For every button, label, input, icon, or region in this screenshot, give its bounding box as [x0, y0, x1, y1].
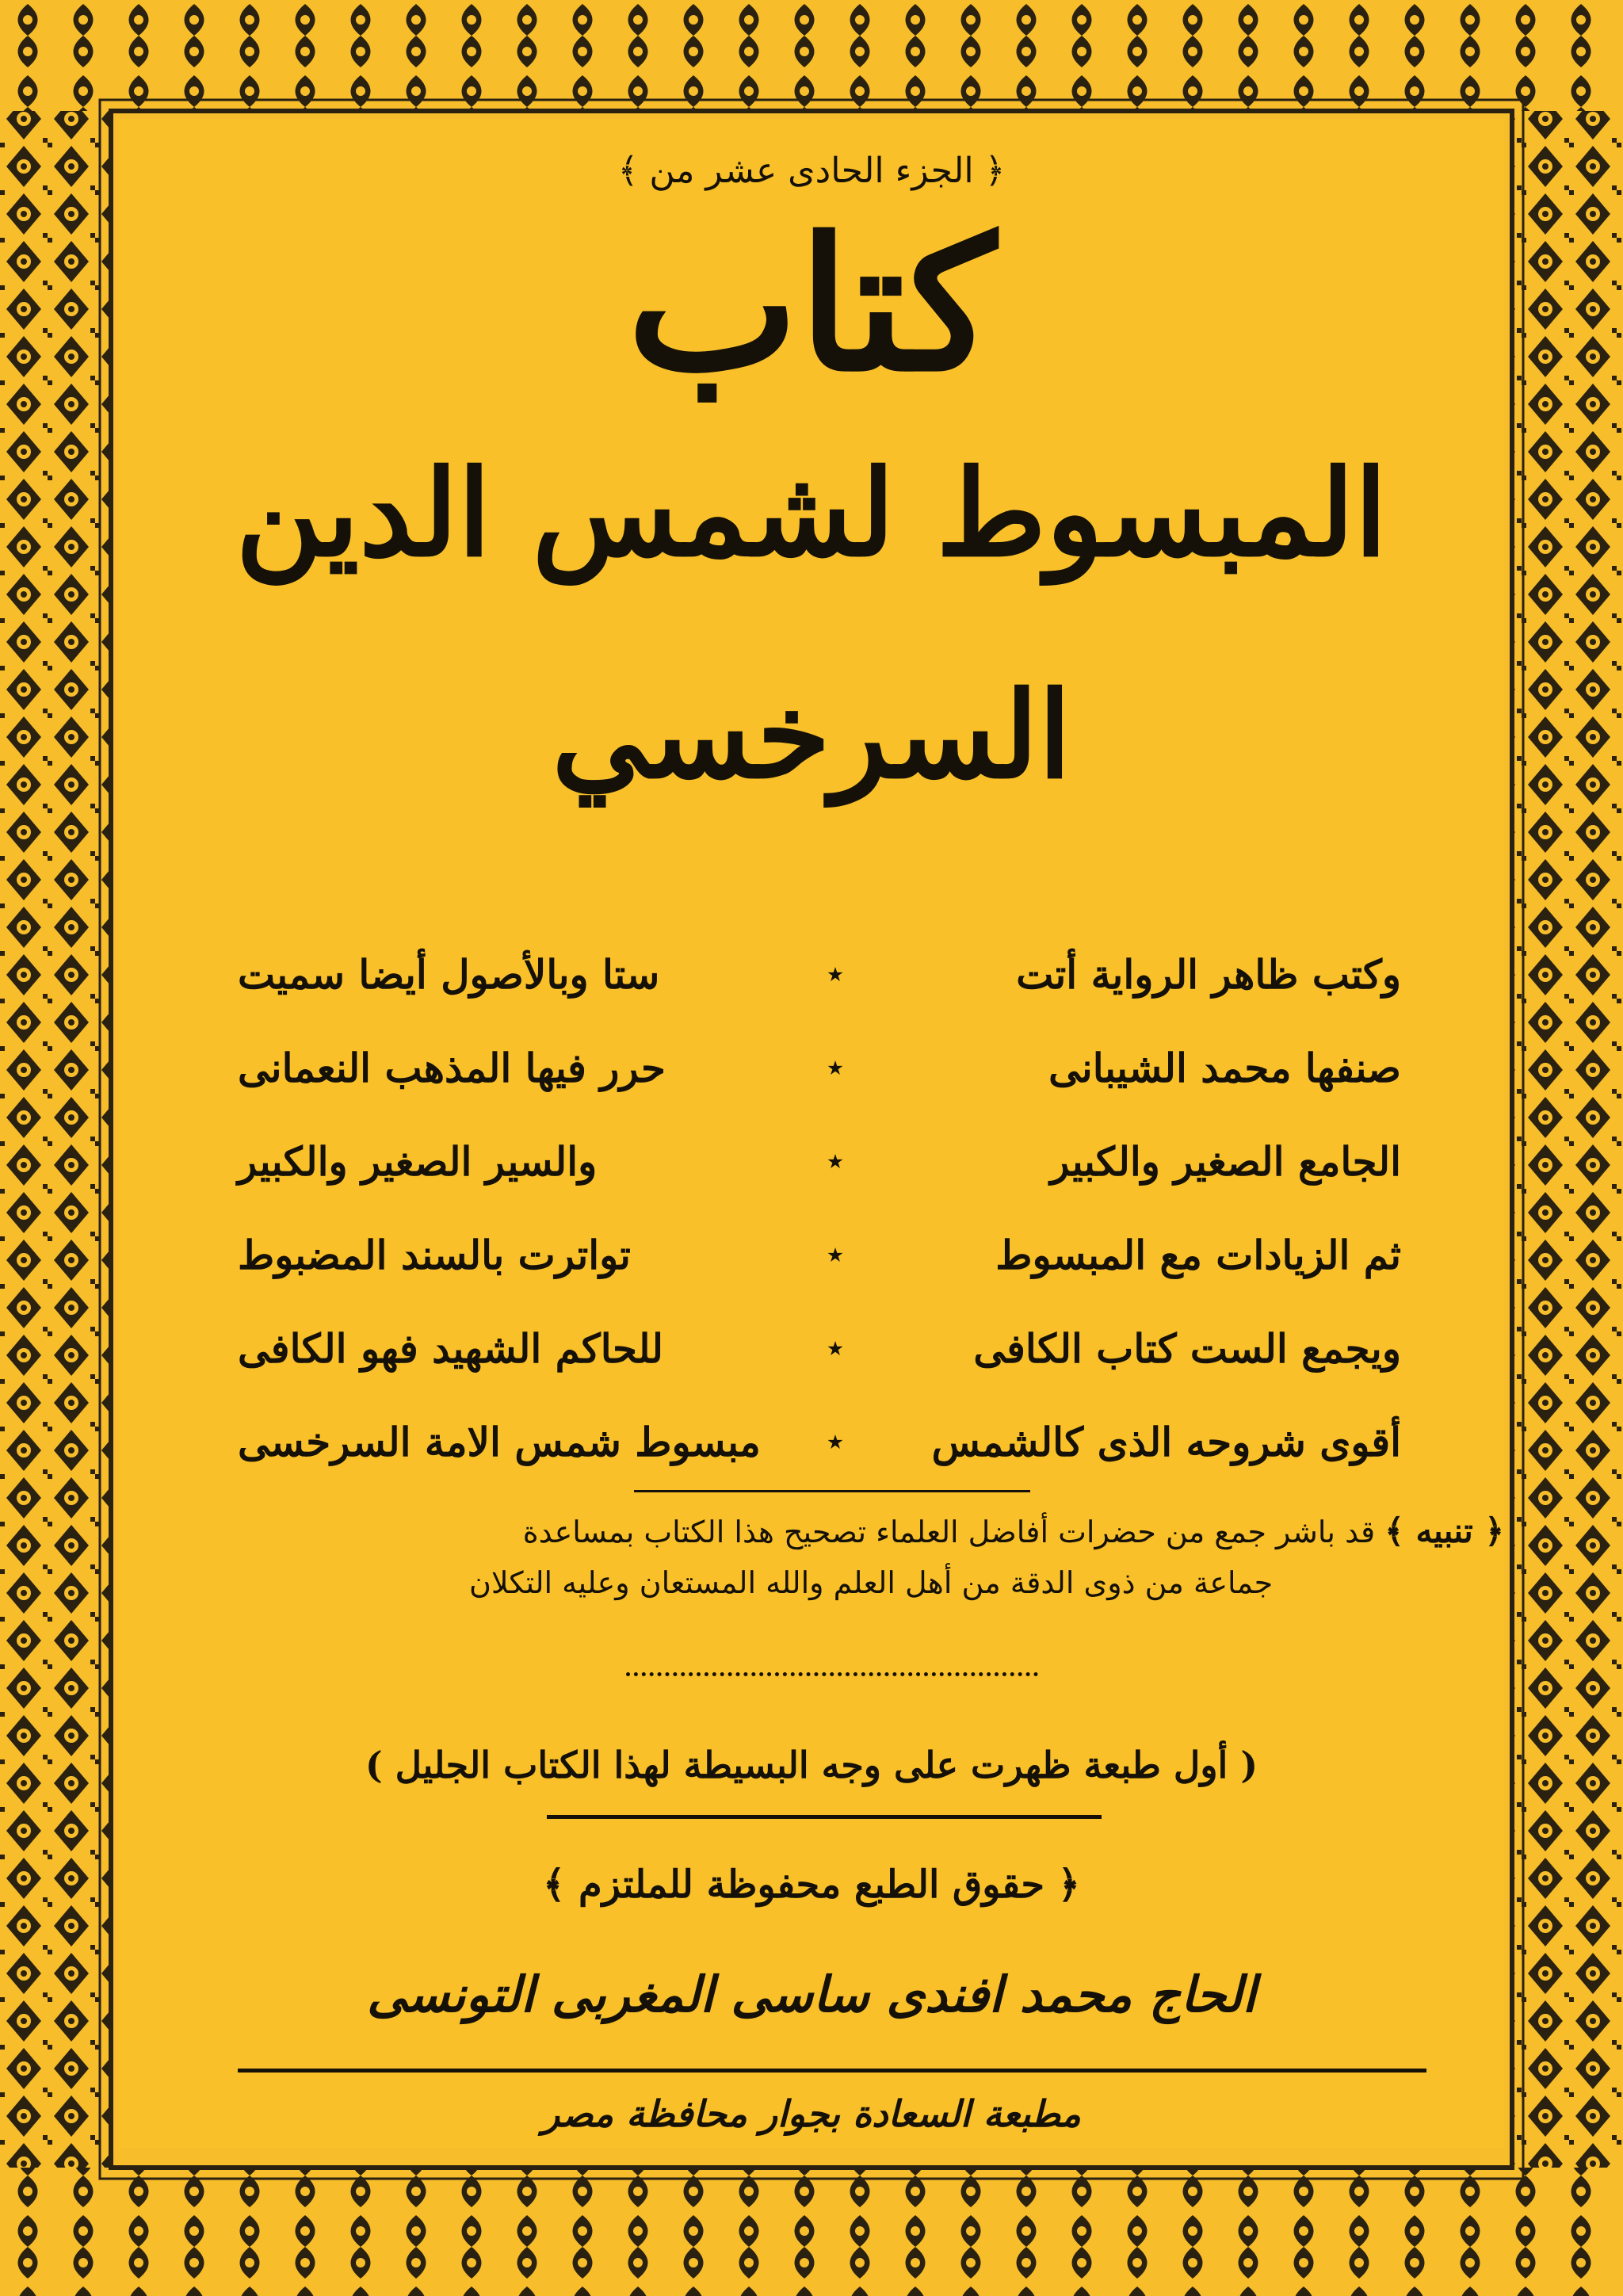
divider-rule: [634, 1490, 1030, 1492]
verse-first-hemistich: وكتب ظاهر الرواية أتت: [1016, 950, 1401, 998]
book-word-title: كتاب: [627, 198, 996, 412]
verse-separator-icon: ٭: [827, 1332, 843, 1364]
verse-separator-icon: ٭: [827, 1239, 843, 1270]
notice-label: ﴿ تنبيه ﴾: [1384, 1511, 1504, 1550]
verse-separator-icon: ٭: [827, 958, 843, 990]
verse-first-hemistich: الجامع الصغير والكبير: [1050, 1137, 1401, 1185]
notice-line: [143, 1506, 1504, 1557]
poem-verse: [238, 1301, 1401, 1395]
poem-verse: [238, 1395, 1401, 1488]
volume-heading: ﴿ الجزء الحادى عشر من ﴾: [617, 151, 1006, 191]
publisher-name: الحاج محمد افندى ساسى المغربى التونسى: [367, 1966, 1256, 2023]
notice-block: [143, 1506, 1504, 1608]
verse-second-hemistich: مبسوط شمس الامة السرخسى: [238, 1418, 761, 1465]
verse-second-hemistich: للحاكم الشهيد فهو الكافى: [238, 1324, 664, 1372]
title-page: [119, 119, 1504, 2148]
book-title-line: المبسوط لشمس الدين: [235, 444, 1388, 583]
verse-first-hemistich: أقوى شروحه الذى كالشمس: [931, 1418, 1401, 1465]
verse-first-hemistich: ويجمع الست كتاب الكافى: [973, 1324, 1401, 1372]
poem-verse: [238, 927, 1401, 1021]
poem-block: [238, 927, 1401, 1488]
divider-rule: [547, 1815, 1102, 1819]
divider-rule: [626, 1672, 1038, 1676]
verse-separator-icon: ٭: [827, 1052, 843, 1083]
poem-verse: [238, 1114, 1401, 1208]
poem-verse: [238, 1208, 1401, 1301]
notice-line: جماعة من ذوى الدقة من أهل العلم والله المستعان وعليه التكلان: [468, 1565, 1274, 1600]
verse-first-hemistich: صنفها محمد الشيبانى: [1048, 1044, 1401, 1091]
printing-press: مطبعة السعادة بجوار محافظة مصر: [542, 2092, 1081, 2135]
verse-second-hemistich: ستا وبالأصول أيضا سميت: [238, 950, 660, 998]
edition-note: ( أول طبعة ظهرت على وجه البسيطة لهذا الكتاب الجليل ): [365, 1744, 1258, 1786]
verse-second-hemistich: تواترت بالسند المضبوط: [238, 1231, 631, 1278]
verse-first-hemistich: ثم الزيادات مع المبسوط: [995, 1231, 1401, 1278]
verse-second-hemistich: والسير الصغير والكبير: [238, 1137, 598, 1185]
rights-notice: ﴿ حقوق الطبع محفوظة للملتزم ﴾: [543, 1862, 1080, 1907]
divider-rule: [238, 2069, 1426, 2073]
verse-separator-icon: ٭: [827, 1426, 843, 1457]
verse-separator-icon: ٭: [827, 1145, 843, 1177]
notice-text: قد باشر جمع من حضرات أفاضل العلماء تصحيح هذا الكتاب بمساعدة: [522, 1515, 1376, 1549]
poem-verse: [238, 1021, 1401, 1114]
author-title-line: السرخسي: [552, 666, 1071, 805]
verse-second-hemistich: حرر فيها المذهب النعمانى: [238, 1044, 666, 1091]
